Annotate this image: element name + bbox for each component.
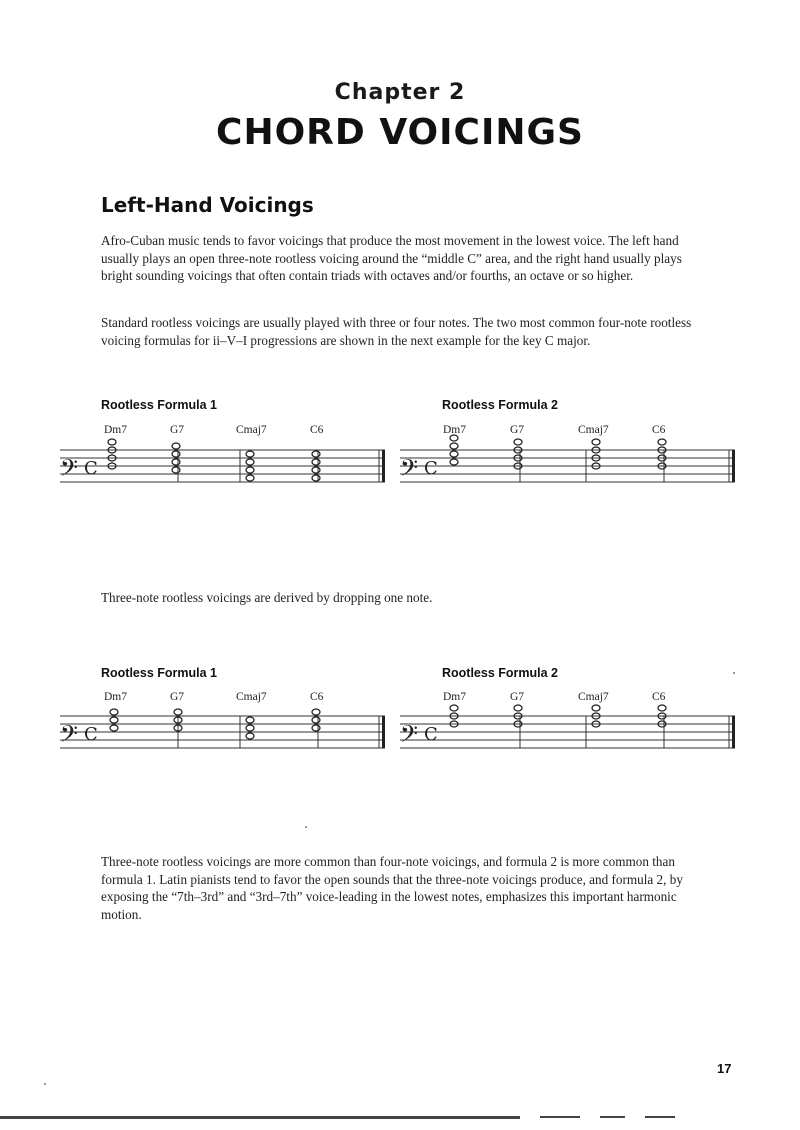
chord-symbol: G7 xyxy=(510,691,525,703)
page-number: 17 xyxy=(717,1061,732,1076)
bass-clef-icon: 𝄢 xyxy=(60,454,79,487)
time-signature: C xyxy=(84,724,98,745)
example-label-three-note-formula-2: Rootless Formula 2 xyxy=(442,666,558,680)
scan-speck xyxy=(44,1083,46,1085)
chord-symbol: Dm7 xyxy=(443,691,466,703)
chord-symbol: C6 xyxy=(652,691,666,703)
music-staff-four-note-formula-2 xyxy=(400,440,740,500)
chord-symbol: Cmaj7 xyxy=(236,424,267,436)
chord-symbol: G7 xyxy=(170,424,185,436)
chord-symbol: Cmaj7 xyxy=(578,691,609,703)
chord-symbol: Dm7 xyxy=(443,424,466,436)
chord-symbol: G7 xyxy=(170,691,185,703)
chord-symbol: C6 xyxy=(652,424,666,436)
chord-symbol: C6 xyxy=(310,691,324,703)
paragraph-intro: Afro-Cuban music tends to favor voicings that produce the most movement in the lowest voice. The left hand usually plays an open three-note rootless voicing around the “middle C” area, and the right hand usually plays bright sounding voicings that often contain triads with octaves and/or fourths, an octave or so higher. xyxy=(101,233,682,283)
bass-clef-icon: 𝄢 xyxy=(400,720,419,753)
page-bottom-rule xyxy=(600,1116,625,1118)
chord-symbol: G7 xyxy=(510,424,525,436)
chapter-label: Chapter 2 xyxy=(334,80,466,105)
music-staff-three-note-formula-1 xyxy=(60,706,390,766)
paragraph-standard-voicings: Standard rootless voicings are usually played with three or four notes. The two most common four-note rootless voicing formulas for ii–V–I progressions are shown in the next example for the key C major. xyxy=(101,315,692,348)
chord-symbol: Cmaj7 xyxy=(578,424,609,436)
time-signature: C xyxy=(424,458,438,479)
page-title: CHORD VOICINGS xyxy=(216,112,584,153)
example-label-three-note-formula-1: Rootless Formula 1 xyxy=(101,666,217,680)
time-signature: C xyxy=(84,458,98,479)
scan-speck xyxy=(733,672,735,674)
example-label-four-note-formula-1: Rootless Formula 1 xyxy=(101,398,217,412)
chord-symbol: Dm7 xyxy=(104,424,127,436)
paragraph-three-note: Three-note rootless voicings are derived by dropping one note. xyxy=(101,590,433,605)
page-bottom-rule xyxy=(0,1116,520,1119)
chord-symbol: C6 xyxy=(310,424,324,436)
section-heading: Left-Hand Voicings xyxy=(101,193,314,217)
paragraph-conclusion: Three-note rootless voicings are more common than four-note voicings, and formula 2 is more common than formula 1. Latin pianists tend to favor the open sounds that the three-note voicings produce, and formula 2, by exposing the “7th–3rd” and “3rd–7th” voice-leading in the lowest notes, emphasizes this important harmonic motion. xyxy=(101,854,683,922)
time-signature: C xyxy=(424,724,438,745)
chord-symbol: Dm7 xyxy=(104,691,127,703)
bass-clef-icon: 𝄢 xyxy=(400,454,419,487)
music-staff-four-note-formula-1 xyxy=(60,440,390,500)
music-staff-three-note-formula-2 xyxy=(400,706,740,766)
page-bottom-rule xyxy=(645,1116,675,1118)
bass-clef-icon: 𝄢 xyxy=(60,720,79,753)
chord-symbol: Cmaj7 xyxy=(236,691,267,703)
scan-speck xyxy=(305,826,307,828)
page-bottom-rule xyxy=(540,1116,580,1118)
example-label-four-note-formula-2: Rootless Formula 2 xyxy=(442,398,558,412)
